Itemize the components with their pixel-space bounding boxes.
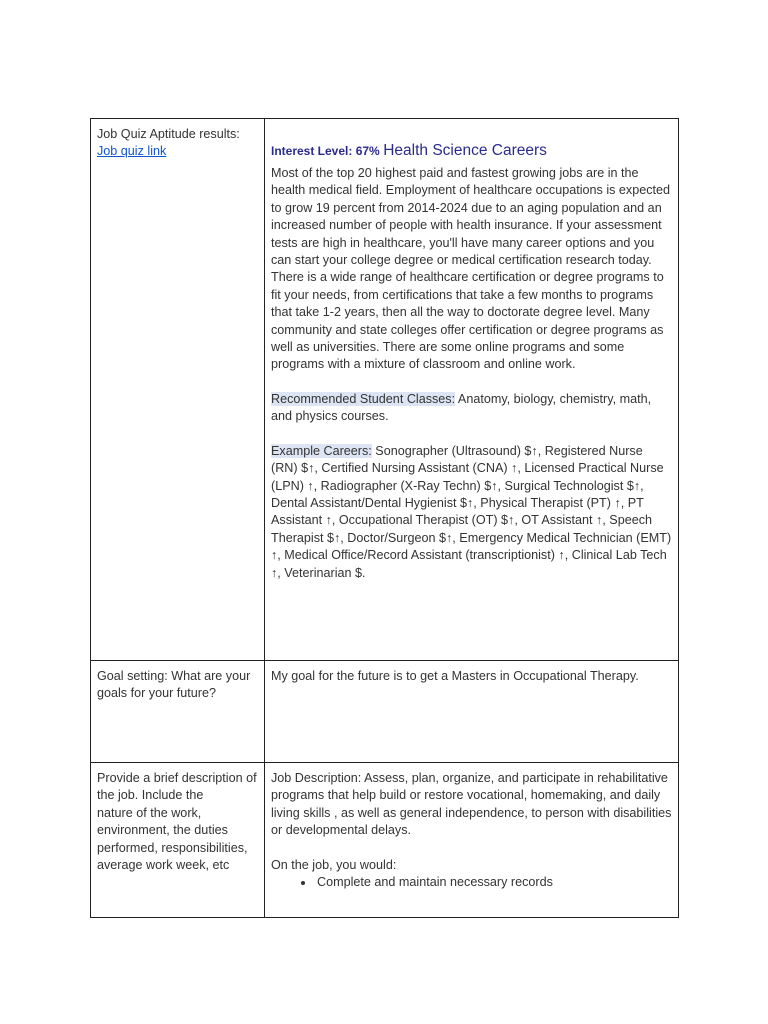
quiz-results-label: Job Quiz Aptitude results: [97,127,240,141]
table-row-goal-setting [91,661,679,763]
on-the-job-label: On the job, you would: [271,857,397,872]
job-description-prompt-1: Provide a brief description of the job. Include the [97,771,257,803]
recommended-classes-text: Anatomy, biology, chemistry, math, and physics courses. [271,391,652,424]
interest-level: Interest Level: 67% [271,144,380,158]
recommended-classes [271,391,672,426]
goal-setting-answer: My goal for the future is to get a Masters in Occupational Therapy. [271,669,639,683]
list-item: • Complete and maintain necessary records [315,874,672,891]
example-careers-text: Sonographer (Ultrasound) $↑, Registered Nurse (RN) $↑, Certified Nursing Assistant (CNA) ↑, Licensed Practical Nurse (LPN) ↑, Radiographer (X-Ray Techn) $↑, Surgical Technologist $↑, Dental Assistant/Dental Hygienist $↑, Physical Therapist (PT) ↑, PT Assistant ↑, Occupational Therapist (OT) $↑, OT Assistant ↑, Speech Therapist $↑, Doctor/Surgeon $↑, Emergency Medical Technician (EMT) ↑, Medical Office/Record Assistant (transcriptionist) ↑, Clinical Lab Tech ↑, Veterinarian $. [271,443,672,580]
career-cluster-description: Most of the top 20 highest paid and fastest growing jobs are in the health medical field. Employment of healthcare occupations is expected to grow 19 percent from 2014-2024 due to an aging population and an increased number of people with health insurance. If your assessment tests are high in healthcare, you'll have many career options and you can start your college degree or medical certification research today. There is a wide range of healthcare certification or degree programs to fit your needs, from certifications that take a few months to programs that take 1-2 years, then all the way to doctorate degree level. Many community and state colleges offer certification or degree programs as well as universities. There are some online programs and some programs with a mixture of classroom and online work. [271,166,671,372]
job-description-content-cell [265,763,679,918]
recommended-classes-label: Recommended Student Classes: [271,391,456,406]
table-row-quiz-results [91,119,679,661]
goal-setting-answer-cell [265,661,679,763]
career-cluster-title: Health Science Careers [383,142,547,159]
job-quiz-link[interactable]: Job quiz link [97,144,167,159]
example-careers [271,443,672,582]
quiz-results-content-cell [265,119,679,661]
interest-heading [271,141,672,161]
duties-list [271,874,672,891]
quiz-results-label-cell [91,119,265,661]
job-description-text: Job Description: Assess, plan, organize, and participate in rehabilitative programs that help build or restore vocational, homemaking, and daily living skills , as well as general independence, to person with disabilities or developmental delays. [271,771,672,838]
job-description-label-cell [91,763,265,918]
table-row-job-description [91,763,679,918]
goal-setting-label: Goal setting: What are your goals for your future? [97,669,251,701]
example-careers-label: Example Careers: [271,443,372,458]
career-worksheet-table [90,118,679,918]
job-description-prompt-2: nature of the work, environment, the duties performed, responsibilities, average work week, etc [97,805,248,873]
goal-setting-label-cell [91,661,265,763]
